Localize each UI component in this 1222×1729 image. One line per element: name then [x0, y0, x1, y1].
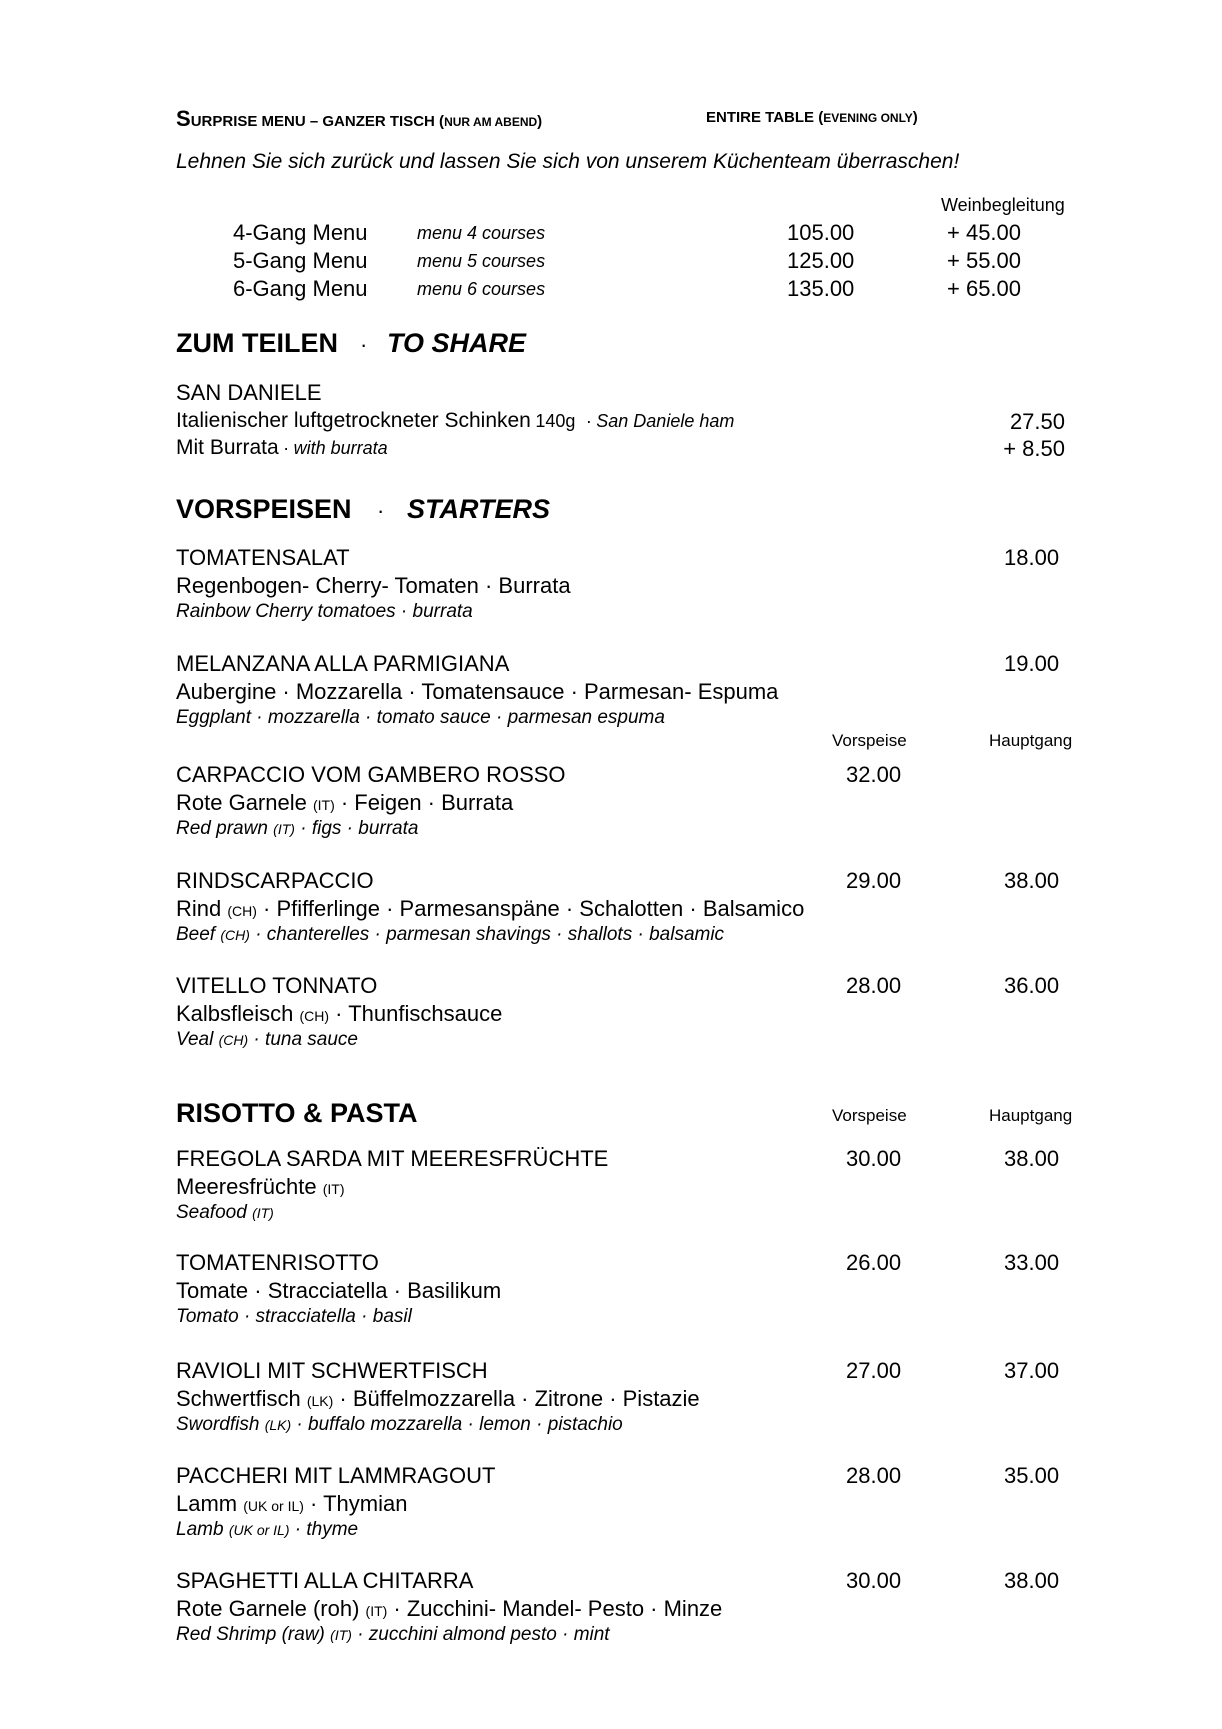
share-line-1: Italienischer luftgetrockneter Schinken 140g · San Daniele ham	[176, 409, 735, 432]
starters-title-en: STARTERS	[407, 494, 551, 524]
share-price-2: + 8.50	[1003, 436, 1065, 461]
share-price-1: 27.50	[1009, 409, 1065, 434]
surprise-title-en: ENTIRE TABLE (EVENING ONLY)	[706, 109, 918, 126]
share-line-2: Mit Burrata · with burrata	[176, 436, 388, 459]
share-title: ZUM TEILEN	[176, 328, 338, 358]
share-sep: ·	[360, 332, 368, 357]
starters-title: VORSPEISEN	[176, 494, 352, 524]
wine-header: Weinbegleitung	[941, 195, 1065, 215]
share-item-name: SAN DANIELE	[176, 380, 322, 405]
share-title-en: TO SHARE	[387, 328, 527, 358]
pasta-title: RISOTTO & PASTA	[176, 1098, 418, 1128]
col-header-starter: Vorspeise	[832, 731, 907, 750]
col-header-starter: Vorspeise	[832, 1106, 907, 1125]
starters-sep: ·	[377, 498, 385, 523]
col-header-main: Hauptgang	[989, 731, 1073, 750]
col-header-main: Hauptgang	[989, 1106, 1073, 1125]
surprise-subtitle: Lehnen Sie sich zurück und lassen Sie sich von unserem Küchenteam überraschen!	[176, 150, 960, 173]
surprise-title: SURPRISE MENU – GANZER TISCH (NUR AM ABEND)	[176, 106, 543, 131]
